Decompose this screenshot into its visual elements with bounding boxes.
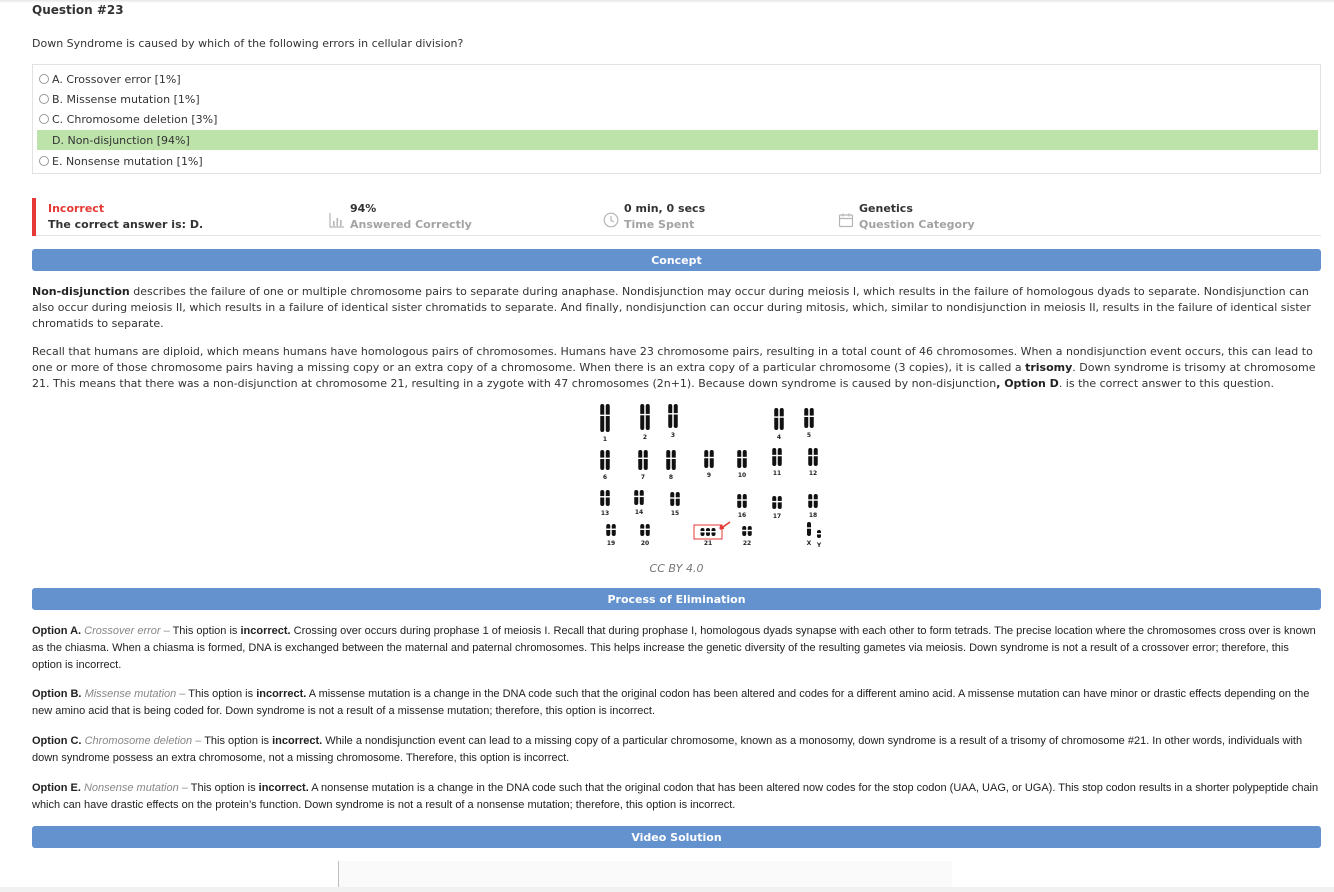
chromosome-4-2 [780,408,784,430]
chromosome-pair-7 [638,450,649,481]
chromosome-10-1 [737,450,741,468]
centromere-16-2 [742,499,747,500]
chromosome-16-2 [743,494,747,508]
video-player[interactable] [338,861,952,889]
chromosome-label: 11 [772,470,782,477]
calendar-icon [838,212,854,228]
chromosome-16-1 [737,494,741,508]
chromosome-pair-9 [704,450,715,479]
concept-paragraph-1 [32,284,1321,332]
centromere-13-1 [600,496,605,497]
centromere-1-2 [605,415,610,416]
top-shadow [0,0,1334,3]
choice-b[interactable] [37,89,1318,109]
chromosome-label: 20 [640,540,650,547]
choice-b-label: B. Missense mutation [1%] [52,92,200,106]
bottom-edge [0,887,1334,892]
centromere-Y-1 [817,533,822,534]
chromosome-4-1 [774,408,778,430]
centromere-7-2 [643,458,648,459]
option-b-topic: Missense mutation – [84,688,186,700]
elimination-header: Process of Elimination [32,588,1321,610]
chromosome-label: 16 [737,512,747,519]
centromere-9-2 [709,457,714,458]
percent-value: 94% [350,202,377,215]
question-text: Down Syndrome is caused by which of the following errors in cellular division? [32,37,464,50]
concept-p2-trisomy: trisomy [1025,361,1073,374]
centromere-1-1 [600,415,605,416]
result-status: Incorrect [48,202,105,215]
centromere-14-1 [634,496,639,497]
concept-paragraph-2 [32,344,1321,392]
choice-d-label: D. Non-disjunction [94%] [52,133,190,147]
concept-p2-option: , Option D [996,377,1059,390]
chromosome-15-2 [676,492,680,506]
chromosome-pair-3 [668,404,679,439]
centromere-13-2 [605,496,610,497]
chromosome-pair-17 [772,496,783,520]
centromere-7-1 [638,458,643,459]
centromere-21-1 [700,531,705,532]
chromosome-label: 14 [634,509,644,516]
option-e-explanation [32,780,1321,814]
chromosome-5-1 [804,408,808,428]
chromosome-pair-18 [808,494,819,519]
concept-term: Non-disjunction [32,285,130,298]
centromere-2-2 [645,414,650,415]
chromosome-label: 12 [808,470,818,477]
centromere-5-1 [804,416,809,417]
bar-chart-icon [329,212,345,228]
concept-p1-text: describes the failure of one or multiple chromosome pairs to separate during anaphase. Nondisjunction may occur during meiosis I, which results in the failure of homologous dyads to separate. Nondisjunction can also occur during meiosis II, which results in a failure of identical sister chromatids to separate. And finally, nondisjunction can occur during mitosis, which, similar to nondisjunction in meiosis II, results in the failure of identical sister chromatids to separate. [32,285,1311,330]
option-c-pre: This option is [201,735,273,747]
option-c-text: While a nondisjunction event can lead to a missing copy of a particular chromosome, known as a monosomy, down syndrome is a result of a trisomy of chromosome #21. In other words, individuals with down syndrome possess an extra chromosome, not a missing chromosome. Therefore, this option is incorrect. [32,735,1303,764]
chromosome-label: 19 [606,540,616,547]
chromosome-X-1 [807,522,811,536]
centromere-15-2 [675,497,680,498]
option-c-verdict: incorrect. [272,735,323,747]
concept-header: Concept [32,249,1321,271]
chromosome-pair-X [807,522,812,547]
option-e-name: Option E. [32,782,81,794]
centromere-11-2 [777,455,782,456]
chromosome-3-1 [668,404,672,428]
chromosome-7-2 [644,450,648,470]
karyotype-image [557,402,827,550]
centromere-X-1 [807,527,812,528]
option-b-verdict: incorrect. [256,688,307,700]
chromosome-pair-21 [694,522,730,547]
chromosome-11-2 [778,448,782,466]
centromere-12-1 [808,455,813,456]
centromere-17-1 [772,501,777,502]
chromosome-pair-19 [606,524,617,547]
chromosome-pair-1 [600,404,611,443]
chromosome-label: 15 [670,510,680,517]
incorrect-indicator [32,198,36,236]
centromere-6-2 [605,458,610,459]
option-b-explanation [32,686,1321,720]
chromosome-label: 6 [602,474,608,481]
chromosome-8-2 [672,450,676,470]
centromere-21-2 [706,531,711,532]
centromere-8-2 [671,458,676,459]
answer-choices [32,64,1321,174]
chromosome-19-2 [612,524,616,536]
chromosome-15-1 [670,492,674,506]
chromosome-label: Y [816,542,822,549]
choice-c[interactable] [37,109,1318,129]
centromere-11-1 [772,455,777,456]
choice-a[interactable] [37,69,1318,89]
chromosome-pair-20 [640,524,651,547]
chromosome-pair-Y [816,530,822,549]
centromere-10-2 [742,457,747,458]
chromosome-label: 18 [808,512,818,519]
option-a-name: Option A. [32,625,82,637]
chromosome-6-1 [600,450,604,470]
chromosome-label: 5 [806,432,812,439]
option-b-pre: This option is [185,688,257,700]
centromere-14-2 [639,496,644,497]
option-e-topic: Nonsense mutation – [83,782,188,794]
centromere-9-1 [704,457,709,458]
result-summary [48,202,203,231]
chromosome-18-1 [808,494,812,508]
chromosome-14-2 [640,490,644,505]
chromosome-13-1 [600,490,604,506]
radio-e[interactable] [39,156,49,166]
option-a-text: Crossing over occurs during prophase 1 of meiosis I. Recall that during prophase I, homologous dyads synapse with each other to form tetrads. The precise location where the chromosomes cross over is known as the chiasma. When a chiasma is formed, DNA is exchanged between the maternal and paternal chromosomes. This helps increase the genetic diversity of the resulting gametes via meiosis. Down syndrome is not a result of a crossover error; therefore, this option is incorrect. [32,625,1316,671]
chromosome-20-1 [640,524,644,536]
centromere-19-2 [611,529,616,530]
radio-b[interactable] [39,94,49,104]
chromosome-pair-14 [634,490,645,516]
option-b-name: Option B. [32,688,82,700]
chromosome-label: 9 [706,472,712,479]
trisomy-21-arrow-icon [720,522,730,529]
choice-c-label: C. Chromosome deletion [3%] [52,112,218,126]
chromosome-20-2 [646,524,650,536]
option-e-pre: This option is [187,782,259,794]
choice-a-label: A. Crossover error [1%] [52,72,181,86]
chromosome-1-2 [606,404,610,432]
chromosome-pair-5 [804,408,815,439]
chromosome-label: 22 [742,540,752,547]
chromosome-9-1 [704,450,708,468]
chromosome-pair-10 [737,450,748,479]
option-a-topic: Crossover error – [84,625,170,637]
question-number: Question #23 [32,3,124,17]
centromere-18-2 [813,499,818,500]
chromosome-label: 2 [642,434,648,441]
time-value: 0 min, 0 secs [624,202,706,215]
video-solution-header[interactable]: Video Solution [32,826,1321,848]
chromosome-label: 3 [670,432,676,439]
option-a-pre: This option is [169,625,241,637]
chromosome-7-1 [638,450,642,470]
centromere-17-2 [777,501,782,502]
option-c-topic: Chromosome deletion – [84,735,202,747]
chromosome-pair-16 [737,494,748,519]
centromere-2-1 [640,414,645,415]
chromosome-pair-4 [774,408,785,441]
chromosome-11-1 [772,448,776,466]
chromosome-label: 10 [737,472,747,479]
chromosome-18-2 [814,494,818,508]
option-c-name: Option C. [32,735,82,747]
centromere-6-1 [600,458,605,459]
chromosome-17-2 [778,496,782,509]
chromosome-label: 8 [668,474,674,481]
chromosome-17-1 [772,496,776,509]
chromosome-1-1 [600,404,604,432]
image-caption: CC BY 4.0 [649,562,704,575]
result-stats-bar [32,198,1321,236]
chromosome-10-2 [743,450,747,468]
chromosome-pair-8 [666,450,677,481]
chromosome-3-2 [674,404,678,428]
choice-e-label: E. Nonsense mutation [1%] [52,154,203,168]
category-label: Question Category [859,218,975,231]
category-value: Genetics [859,202,913,215]
chromosome-5-2 [810,408,814,428]
chromosome-9-2 [710,450,714,468]
centromere-10-1 [737,457,742,458]
chromosome-19-1 [606,524,610,536]
centromere-20-2 [645,529,650,530]
chromosome-8-1 [666,450,670,470]
chromosome-pair-11 [772,448,783,477]
chromosome-pair-12 [808,448,819,477]
centromere-8-1 [666,458,671,459]
chromosome-12-2 [814,448,818,466]
concept-p2-c: . Down syndrome is trisomy at chromosome 21. This means that there was a non-disjunction at chromosome 21, resulting in a zygote with 47 chromosomes (2n+1). Because down syndrome is caused by non-disjunction [32,361,1316,390]
choice-d[interactable] [37,130,1318,150]
chromosome-pair-2 [640,404,651,441]
option-e-verdict: incorrect. [258,782,309,794]
centromere-4-1 [774,416,779,417]
chromosome-label: 17 [772,513,782,520]
chromosome-6-2 [606,450,610,470]
chromosome-pair-13 [600,490,611,517]
centromere-12-2 [813,455,818,456]
chromosome-label: 7 [640,474,646,481]
chromosome-label: 1 [602,436,608,443]
time-label: Time Spent [624,218,695,231]
chromosome-pair-22 [742,526,753,547]
chromosome-14-1 [634,490,638,505]
percent-label: Answered Correctly [350,218,472,231]
radio-a[interactable] [39,74,49,84]
chromosome-pair-15 [670,492,681,517]
option-e-text: A nonsense mutation is a change in the DNA code such that the original codon that has been altered now codes for the stop codon (UAA, UAG, or UGA). This stop codon results in a shorter polypeptide chain which can have drastic effects on the protein’s function. Down syndrome is not a result of a nonsense mutation; therefore, this option is incorrect. [32,782,1319,811]
centromere-22-1 [742,530,747,531]
centromere-3-2 [673,413,678,414]
chromosome-label: 4 [776,434,782,441]
centromere-19-1 [606,529,611,530]
clock-icon [603,212,619,228]
concept-p2-a: Recall that humans are diploid, which means humans have homologous pairs of chromosomes. Humans have 23 chromosome pairs, resulting in a total count of 46 chromosomes. When a nondisjunction event occurs, this can lead to one or more of those chromosome pairs having a missing copy or an extra copy of a chromosome. When there is an extra copy of a particular chromosome (3 copies), it is called a [32,345,1313,374]
choice-e[interactable] [37,151,1318,171]
option-a-verdict: incorrect. [240,625,291,637]
radio-c[interactable] [39,114,49,124]
chromosome-label: 13 [600,510,610,517]
centromere-3-1 [668,413,673,414]
chromosome-2-2 [646,404,650,430]
chromosome-label: X [806,540,812,547]
centromere-5-2 [809,416,814,417]
correct-answer-text: The correct answer is: D. [48,218,204,231]
option-a-explanation [32,623,1321,674]
centromere-15-1 [670,497,675,498]
chromosome-12-1 [808,448,812,466]
centromere-18-1 [808,499,813,500]
centromere-4-2 [779,416,784,417]
centromere-22-2 [747,530,752,531]
chromosome-label: 21 [703,540,713,547]
chromosome-pair-6 [600,450,611,481]
centromere-16-1 [737,499,742,500]
chromosome-2-1 [640,404,644,430]
centromere-20-1 [640,529,645,530]
option-c-explanation [32,733,1321,767]
chromosome-13-2 [606,490,610,506]
concept-p2-d: . is the correct answer to this question. [1058,377,1275,390]
centromere-21-3 [711,531,716,532]
option-b-text: A missense mutation is a change in the DNA code such that the original codon has been altered and codes for a different amino acid. A missense mutation can have minor or drastic effects depending on the new amino acid that is being coded for. Down syndrome is not a result of a missense mutation; therefore, this option is incorrect. [32,688,1310,717]
